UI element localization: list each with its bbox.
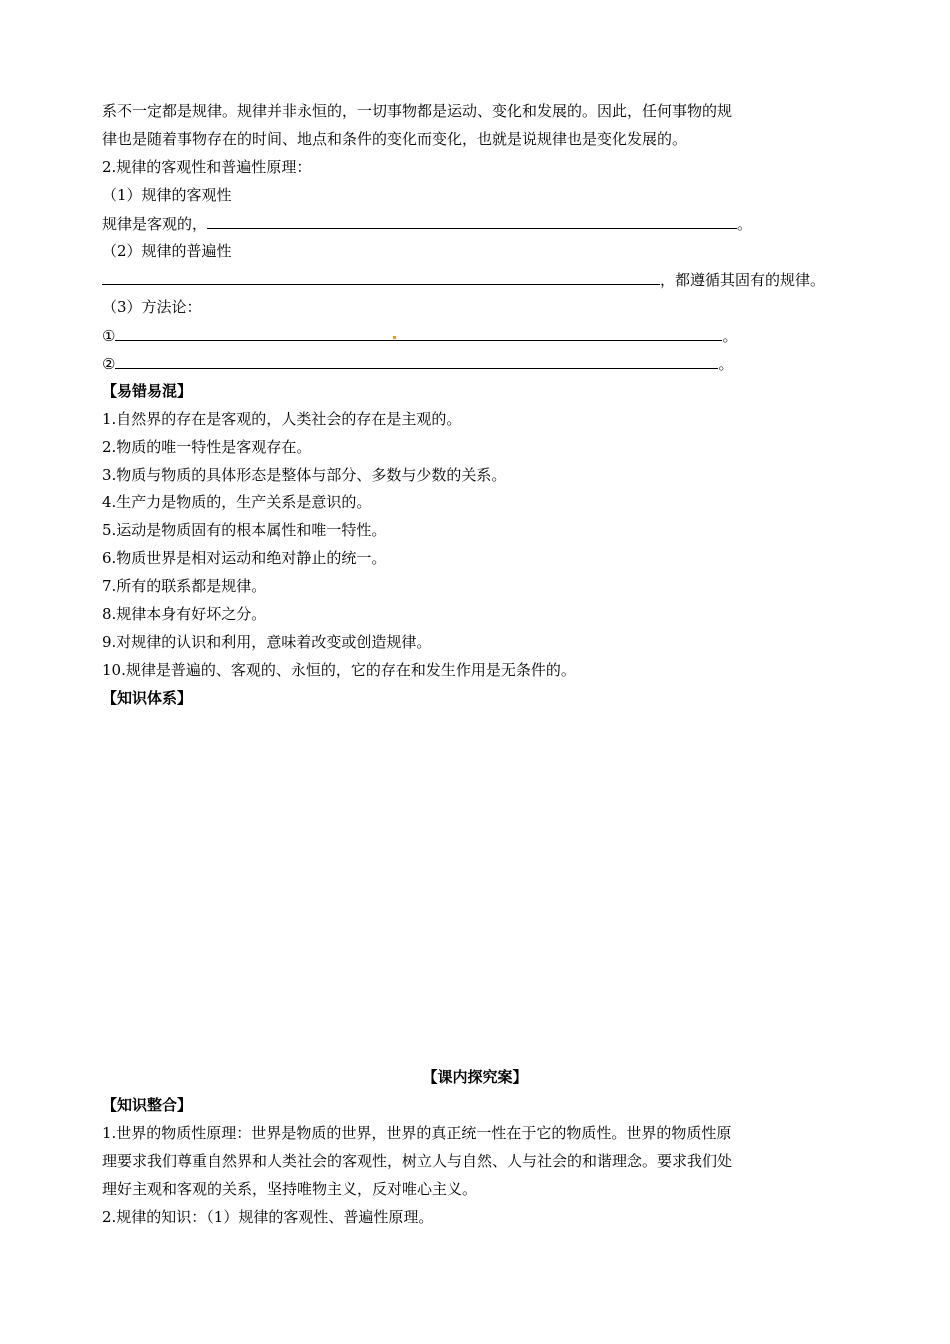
mistakes-heading: 【易错易混】 — [102, 382, 193, 400]
item2-period: 。 — [718, 355, 734, 373]
para-1-line-2: 理要求我们尊重自然界和人类社会的客观性，树立人与自然、人与社会的和谐理念。要求我们处 — [102, 1152, 733, 1170]
sub1-prefix: 规律是客观的， — [102, 215, 208, 233]
answer-blank-4[interactable] — [115, 353, 718, 369]
answer-blank-3[interactable] — [115, 325, 722, 341]
intro-line-1: 系不一定都是规律。规律并非永恒的，一切事物都是运动、变化和发展的。因此，任何事物的规 — [102, 102, 733, 120]
answer-blank-2[interactable] — [102, 269, 660, 285]
list-item: 7.所有的联系都是规律。 — [102, 577, 267, 595]
method-item-1 — [102, 325, 737, 346]
sub2-suffix: ，都遵循其固有的规律。 — [660, 271, 826, 289]
method-item-2 — [102, 353, 733, 374]
list-item: 10.规律是普遍的、客观的、永恒的，它的存在和发生作用是无条件的。 — [102, 661, 576, 679]
section2-title: 2.规律的客观性和普遍性原理： — [102, 158, 312, 176]
list-item: 4.生产力是物质的，生产关系是意识的。 — [102, 493, 372, 511]
sub1-period: 。 — [737, 215, 753, 233]
sub2-line — [102, 269, 825, 290]
sub1-line — [102, 213, 752, 234]
sub1-title: （1）规律的客观性 — [102, 186, 232, 204]
para-2: 2.规律的知识：（1）规律的客观性、普遍性原理。 — [102, 1208, 434, 1226]
sub2-title: （2）规律的普遍性 — [102, 242, 232, 260]
circled-number-two: ② — [102, 355, 116, 373]
para-1-line-3: 理好主观和客观的关系，坚持唯物主义，反对唯心主义。 — [102, 1180, 478, 1198]
list-item: 9.对规律的认识和利用，意味着改变或创造规律。 — [102, 633, 432, 651]
list-item: 8.规律本身有好坏之分。 — [102, 605, 267, 623]
list-item: 1.自然界的存在是客观的，人类社会的存在是主观的。 — [102, 410, 462, 428]
item1-period: 。 — [722, 327, 738, 345]
integration-heading: 【知识整合】 — [102, 1096, 193, 1114]
intro-line-2: 律也是随着事物存在的时间、地点和条件的变化而变化，也就是说规律也是变化发展的。 — [102, 130, 688, 148]
circled-number-one: ① — [102, 327, 116, 345]
para-1-line-1: 1.世界的物质性原理：世界是物质的世界，世界的真正统一性在于它的物质性。世界的物质性原 — [102, 1124, 732, 1142]
system-heading: 【知识体系】 — [102, 689, 193, 707]
marker-dot-icon — [393, 336, 396, 339]
list-item: 6.物质世界是相对运动和绝对静止的统一。 — [102, 549, 387, 567]
sub3-title: （3）方法论： — [102, 298, 202, 316]
list-item: 5.运动是物质固有的根本属性和唯一特性。 — [102, 521, 387, 539]
answer-blank-1[interactable] — [207, 213, 737, 229]
inclass-title: 【课内探究案】 — [422, 1068, 528, 1086]
list-item: 3.物质与物质的具体形态是整体与部分、多数与少数的关系。 — [102, 466, 507, 484]
list-item: 2.物质的唯一特性是客观存在。 — [102, 438, 312, 456]
